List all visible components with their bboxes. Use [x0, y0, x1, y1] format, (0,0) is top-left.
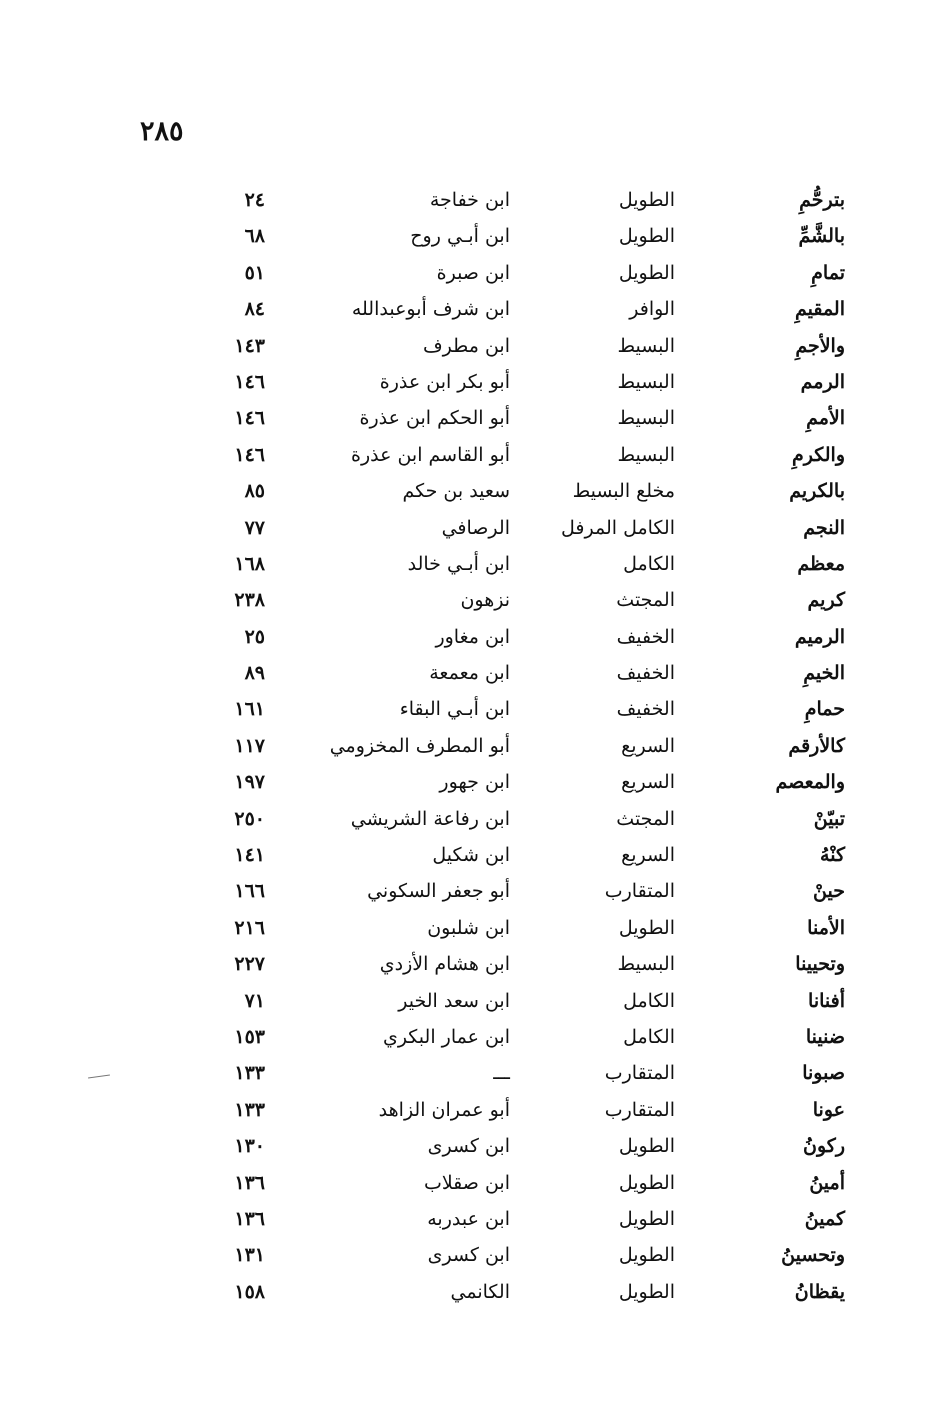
poet-cell: ابن خفاجة: [429, 189, 510, 211]
poet-cell: أبو بكر ابن عذرة: [379, 370, 510, 393]
meter-cell: المجتث: [616, 589, 675, 612]
meter-cell: الطويل: [618, 916, 675, 939]
poet-cell: ـــ: [493, 1062, 510, 1085]
meter-cell: السريع: [621, 844, 675, 867]
page-ref-cell: ١٦١: [234, 698, 265, 721]
poet-cell: أبو المطرف المخزومي: [329, 734, 510, 757]
rhyme-cell: تمامِ: [811, 261, 845, 284]
page-ref-cell: ١٩٧: [234, 771, 265, 794]
page-ref-cell: ٢٥: [244, 625, 265, 648]
rhyme-cell: النجم: [803, 516, 845, 539]
table-row: [200, 913, 845, 949]
table-row: [200, 476, 845, 512]
poet-cell: أبو الحكم ابن عذرة: [359, 407, 510, 430]
page-ref-cell: ٢٥٠: [234, 807, 265, 830]
poet-cell: ابن مطرف: [422, 334, 510, 357]
page-ref-cell: ١٤١: [234, 844, 265, 867]
meter-cell: الطويل: [618, 1280, 675, 1303]
poet-cell: ابن عمار البكري: [382, 1025, 510, 1048]
meter-cell: البسيط: [617, 334, 675, 357]
rhyme-cell: والكرمِ: [792, 443, 845, 466]
meter-cell: البسيط: [617, 953, 675, 976]
page-ref-cell: ١٦٨: [234, 552, 265, 575]
poet-cell: ابن كسرى: [427, 1244, 510, 1267]
rhyme-cell: وتحسينُ: [781, 1244, 845, 1267]
poet-cell: ابن شلبون: [427, 916, 510, 939]
table-row: [200, 1095, 845, 1131]
rhyme-cell: الرمم: [800, 370, 845, 393]
meter-cell: الوافر: [629, 298, 675, 321]
rhyme-cell: بالكريم: [789, 480, 845, 503]
poet-cell: ابن جهور: [439, 771, 510, 794]
poet-cell: ابن صبرة: [436, 261, 510, 284]
table-row: [200, 585, 845, 621]
rhyme-cell: والأجمِ: [795, 334, 845, 357]
poet-cell: سعيد بن حكم: [402, 480, 510, 503]
poet-cell: ابن شرف أبوعبدالله: [351, 298, 510, 321]
page-ref-cell: ١٤٦: [234, 407, 265, 430]
table-row: [200, 622, 845, 658]
page-ref-cell: ٢٤: [244, 189, 265, 211]
rhyme-cell: الأمنا: [807, 916, 845, 939]
margin-mark: [88, 1074, 110, 1078]
page-ref-cell: ١٦٦: [234, 880, 265, 903]
table-row: [200, 258, 845, 294]
meter-cell: الطويل: [618, 261, 675, 284]
table-row: [200, 986, 845, 1022]
table-row: [200, 331, 845, 367]
table-row: [200, 1168, 845, 1204]
table-row: [200, 513, 845, 549]
poet-cell: ابن هشام الأزدي: [379, 953, 510, 976]
table-row: [200, 1204, 845, 1240]
table-row: [200, 1058, 845, 1094]
table-row: [200, 767, 845, 803]
poet-cell: ابن عبدربه: [427, 1207, 510, 1230]
poet-cell: الرصافي: [441, 516, 510, 539]
page-ref-cell: ١٤٣: [234, 334, 265, 357]
table-row: [200, 294, 845, 330]
poet-cell: ابن سعد الخير: [398, 989, 510, 1012]
rhyme-cell: تبيّنْ: [813, 807, 845, 830]
page-ref-cell: ٦٨: [244, 225, 265, 248]
poet-cell: ابن رفاعة الشريشي: [350, 807, 510, 830]
meter-cell: الكامل: [623, 552, 675, 575]
table-row: [200, 694, 845, 730]
poet-cell: ابن شكيل: [432, 844, 510, 867]
meter-cell: الخفيف: [616, 625, 675, 648]
table-row: [200, 367, 845, 403]
meter-cell: المتقارب: [604, 1098, 675, 1121]
page-ref-cell: ١٥٨: [234, 1280, 265, 1303]
meter-cell: السريع: [621, 771, 675, 794]
rhyme-cell: أفنانا: [808, 989, 845, 1012]
page-ref-cell: ١٤٦: [234, 443, 265, 466]
rhyme-cell: ضنينا: [805, 1025, 845, 1048]
table-row: [200, 403, 845, 439]
rhyme-cell: ركونُ: [803, 1135, 845, 1158]
page-ref-cell: ١٣٣: [234, 1062, 265, 1085]
table-row: [200, 1131, 845, 1167]
poet-cell: نزهون: [460, 589, 510, 612]
page-ref-cell: ٨٥: [244, 480, 265, 503]
poet-cell: ابن أبـي روح: [410, 225, 510, 248]
table-row: [200, 840, 845, 876]
page-ref-cell: ١٣٣: [234, 1098, 265, 1121]
meter-cell: الطويل: [618, 189, 675, 211]
poet-cell: ابن صقلاب: [423, 1171, 510, 1194]
table-row: [200, 876, 845, 912]
meter-cell: مخلع البسيط: [572, 480, 675, 503]
rhyme-cell: المقيمِ: [794, 298, 845, 321]
rhyme-cell: حينْ: [813, 880, 845, 903]
meter-cell: الخفيف: [616, 698, 675, 721]
rhyme-cell: والمعصم: [775, 771, 845, 794]
table-row: [200, 1022, 845, 1058]
meter-cell: المجتث: [616, 807, 675, 830]
rhyme-cell: الأممِ: [806, 407, 845, 430]
meter-cell: البسيط: [617, 443, 675, 466]
rhyme-cell: كريم: [807, 589, 845, 612]
page-ref-cell: ١٣١: [234, 1244, 265, 1267]
meter-cell: البسيط: [617, 407, 675, 430]
rhyme-cell: صبونا: [802, 1062, 845, 1085]
rhyme-cell: عونا: [812, 1098, 845, 1121]
poet-cell: أبو القاسم ابن عذرة: [350, 443, 510, 466]
meter-cell: المتقارب: [604, 880, 675, 903]
meter-cell: الخفيف: [616, 662, 675, 685]
page-ref-cell: ١٣٠: [234, 1135, 265, 1158]
page-ref-cell: ٢٢٧: [234, 953, 265, 976]
poet-cell: ابن أبـي خالد: [407, 552, 510, 575]
poet-cell: ابن كسرى: [427, 1135, 510, 1158]
rhyme-cell: حمامِ: [804, 698, 845, 721]
page-ref-cell: ٢٣٨: [234, 589, 265, 612]
page-ref-cell: ٨٤: [244, 298, 265, 321]
page-ref-cell: ٧١: [244, 989, 265, 1012]
table-row: [200, 949, 845, 985]
meter-cell: الطويل: [618, 1135, 675, 1158]
poet-cell: أبو عمران الزاهد: [378, 1098, 510, 1121]
rhyme-cell: يقظانُ: [794, 1280, 845, 1303]
table-row: [200, 549, 845, 585]
table-row: [200, 221, 845, 257]
poet-cell: أبو جعفر السكوني: [367, 880, 510, 903]
rhyme-cell: الخيمِ: [803, 662, 845, 685]
table-row: [200, 731, 845, 767]
rhyme-cell: الرميم: [794, 625, 845, 648]
rhyme-cell: معظم: [797, 552, 845, 575]
poet-cell: ابن مغاور: [435, 625, 510, 648]
rhyme-cell: كالأرقم: [788, 734, 845, 757]
rhyme-cell: كمينُ: [804, 1207, 845, 1230]
table-row: [200, 658, 845, 694]
rhyme-cell: بالشَّمِّ: [798, 225, 845, 248]
page-ref-cell: ١٥٣: [234, 1025, 265, 1048]
meter-cell: الطويل: [618, 1207, 675, 1230]
rhyme-cell: كنْهُ: [820, 844, 845, 867]
table-row: [200, 804, 845, 840]
poet-cell: الكانمي: [450, 1280, 510, 1303]
page-ref-cell: ٧٧: [244, 516, 265, 539]
meter-cell: الكامل: [623, 1025, 675, 1048]
meter-cell: البسيط: [617, 370, 675, 393]
poet-cell: ابن أبـي البقاء: [399, 698, 510, 721]
meter-cell: الكامل: [623, 989, 675, 1012]
meter-cell: الطويل: [618, 1244, 675, 1267]
meter-cell: الكامل المرفل: [561, 516, 675, 539]
meter-cell: المتقارب: [604, 1062, 675, 1085]
table-row: [200, 1277, 845, 1313]
rhyme-cell: وتحيينا: [795, 953, 845, 976]
page-ref-cell: ١١٧: [234, 734, 265, 757]
page-ref-cell: ١٣٦: [234, 1207, 265, 1230]
table-row: [200, 185, 845, 221]
page-ref-cell: ٨٩: [244, 662, 265, 685]
meter-cell: الطويل: [618, 225, 675, 248]
page-number: ٢٨٥: [140, 116, 184, 147]
poet-cell: ابن معمعة: [429, 662, 510, 685]
table-row: [200, 1240, 845, 1276]
meter-cell: الطويل: [618, 1171, 675, 1194]
page-ref-cell: ١٣٦: [234, 1171, 265, 1194]
rhyme-cell: بترحُّمِ: [799, 189, 845, 211]
page-ref-cell: ٥١: [244, 261, 265, 284]
meter-cell: السريع: [621, 734, 675, 757]
page-ref-cell: ١٤٦: [234, 370, 265, 393]
rhyme-cell: أمينُ: [809, 1171, 845, 1194]
table-row: [200, 440, 845, 476]
rhyme-index-table: [200, 185, 845, 1313]
page-ref-cell: ٢١٦: [234, 916, 265, 939]
